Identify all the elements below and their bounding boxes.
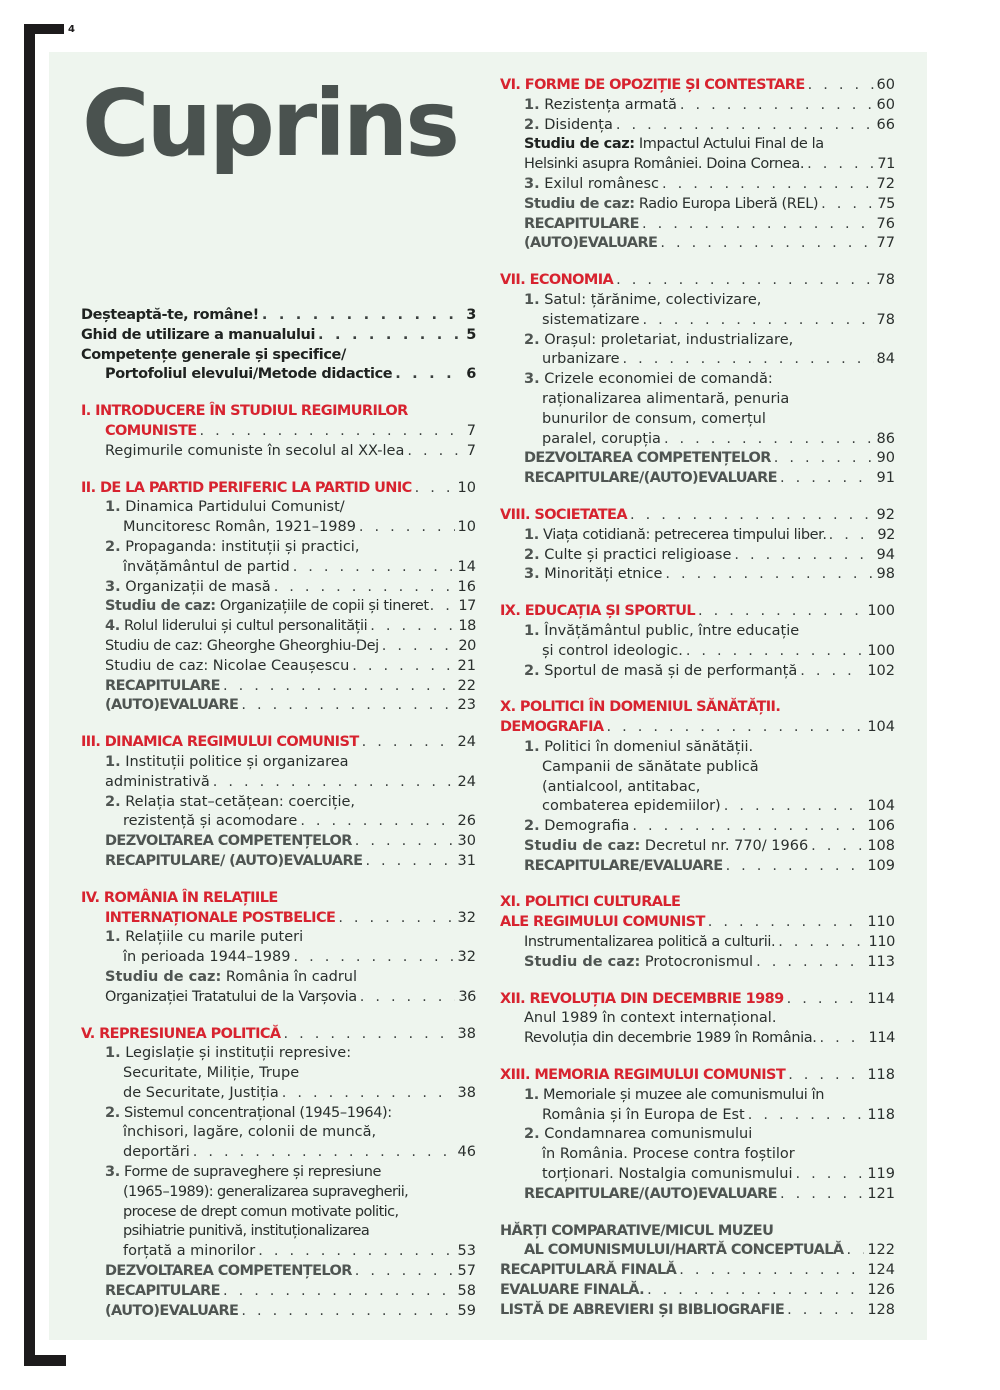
toc-entry-line: 1. Satul: țărănime, colectivizare, — [524, 291, 762, 308]
toc-entry-line: Competențe generale și specifice/ — [81, 346, 346, 363]
page-ref: 122 — [867, 1242, 895, 1259]
page-ref: 100 — [867, 603, 895, 620]
toc-entry-line: HĂRȚI COMPARATIVE/MICUL MUZEU — [500, 1222, 774, 1239]
page-ref: 108 — [867, 837, 895, 854]
page-ref: 10 — [457, 479, 476, 496]
leader-dots — [680, 96, 874, 116]
page-ref: 5 — [466, 326, 476, 343]
leader-dots — [241, 1302, 454, 1322]
toc-entry[interactable]: administrativă . . . 24 — [81, 773, 476, 793]
toc-entry-line: 1. Învățământul public, între educație — [524, 622, 800, 639]
leader-dots — [807, 155, 874, 175]
toc-entry[interactable]: (AUTO)EVALUARE . . . 59 — [81, 1302, 476, 1322]
leader-dots — [365, 852, 454, 872]
toc-entry[interactable]: rezistență și acomodare . . . 26 — [81, 812, 476, 832]
toc-entry-line: 2. Sistemul concentrațional (1945–1964): — [105, 1104, 392, 1121]
toc-entry[interactable]: RECAPITULARE/EVALUARE . . . 109 — [500, 857, 895, 877]
leader-dots — [643, 311, 874, 331]
leader-dots — [774, 449, 874, 469]
toc-entry[interactable]: urbanizare . . . 84 — [500, 350, 895, 370]
page-ref: 22 — [457, 677, 476, 694]
toc-entry[interactable]: RECAPITULARE . . . 58 — [81, 1282, 476, 1302]
toc-entry[interactable]: sistematizare . . . 78 — [500, 311, 895, 331]
toc-entry[interactable]: 2. Culte și practici religioase . . . 94 — [500, 546, 895, 566]
page-ref: 30 — [457, 833, 476, 850]
toc-entry[interactable]: EVALUARE FINALĂ. . . . 126 — [500, 1281, 895, 1301]
leader-dots — [778, 933, 865, 953]
toc-entry[interactable]: RECAPITULARE . . . 22 — [81, 677, 476, 697]
leader-dots — [382, 637, 456, 657]
page-ref: 14 — [457, 558, 476, 575]
toc-entry[interactable]: și control ideologic. . . . 100 — [500, 642, 895, 662]
chapter-title: I. INTRODUCERE ÎN STUDIUL REGIMURILOR — [81, 403, 408, 420]
page-ref: 36 — [458, 988, 476, 1005]
toc-entry[interactable]: 1. Viața cotidiană: petrecerea timpului liber. . . . 92 — [500, 526, 895, 546]
toc-entry-line: 2. Propaganda: instituții și practici, — [105, 538, 360, 555]
toc-entry-line: 2. Relația stat–cetățean: coerciție, — [105, 793, 356, 810]
page-bracket-vertical — [24, 24, 35, 1366]
toc-entry[interactable]: AL COMUNISMULUI/HARTĂ CONCEPTUALĂ . . . 122 — [500, 1241, 895, 1261]
page-ref: 119 — [867, 1166, 895, 1183]
leader-dots — [664, 430, 874, 450]
leader-dots — [665, 565, 873, 585]
toc-entry[interactable]: INTERNAȚIONALE POSTBELICE . . . 32 — [81, 909, 476, 929]
leader-dots — [780, 469, 874, 489]
page-ref: 18 — [458, 618, 476, 635]
leader-dots — [223, 677, 455, 697]
leader-dots — [846, 1241, 864, 1261]
leader-dots — [642, 215, 874, 235]
toc-entry[interactable]: torționari. Nostalgia comunismului . . . 119 — [500, 1165, 895, 1185]
chapter-title[interactable]: VIII. SOCIETATEA . . . 92 — [500, 506, 895, 526]
toc-entry[interactable]: România și în Europa de Est . . . 118 — [500, 1106, 895, 1126]
leader-dots — [787, 1301, 864, 1321]
toc-entry[interactable]: deportări . . . 46 — [81, 1143, 476, 1163]
toc-entry[interactable]: 3. Exilul românesc . . . 72 — [500, 175, 895, 195]
leader-dots — [213, 773, 455, 793]
toc-entry-line: raționalizarea alimentară, penuria — [542, 390, 790, 407]
toc-back-matter — [500, 1222, 895, 1321]
leader-dots — [262, 306, 463, 326]
toc-entry[interactable]: RECAPITULARE/(AUTO)EVALUARE . . . 91 — [500, 469, 895, 489]
leader-dots — [338, 909, 454, 929]
toc-entry-line: 2. Condamnarea comunismului — [524, 1126, 753, 1143]
toc-entry-line: Studiu de caz: România în cadrul — [105, 968, 358, 985]
toc-chapter-4 — [81, 889, 476, 1008]
toc-entry-line: procese de drept comun motivate politic, — [123, 1203, 399, 1220]
page-ref: 114 — [867, 990, 895, 1007]
page-ref: 128 — [867, 1301, 895, 1318]
chapter-title[interactable]: V. REPRESIUNEA POLITICĂ . . . 38 — [81, 1025, 476, 1045]
toc-entry[interactable]: Studiu de caz: Organizațiile de copii și tineret . . . 17 — [81, 597, 476, 617]
toc-chapter-1 — [81, 402, 476, 461]
page-ref: 16 — [457, 578, 476, 595]
page-ref: 126 — [867, 1282, 895, 1299]
toc-entry[interactable]: Muncitoresc Român, 1921–1989 . . . 10 — [81, 518, 476, 538]
leader-dots — [787, 990, 865, 1010]
page-ref: 72 — [876, 175, 895, 192]
leader-dots — [726, 857, 865, 877]
leader-dots — [360, 988, 456, 1008]
page-ref: 26 — [457, 813, 476, 830]
toc-entry[interactable]: Portofoliul elevului/Metode didactice . . . 6 — [81, 365, 476, 385]
page-bracket-bottom — [24, 1355, 66, 1366]
leader-dots — [662, 175, 874, 195]
toc-entry[interactable]: Ghid de utilizare a manualului . . . 5 — [81, 326, 476, 346]
toc-entry[interactable]: Regimurile comuniste în secolul al XX-lea . . . 7 — [81, 442, 476, 462]
leader-dots — [819, 1029, 865, 1049]
toc-entry[interactable]: Organizației Tratatului de la Varșovia . . . 36 — [81, 988, 476, 1008]
page-ref: 38 — [457, 1025, 476, 1042]
page-ref: 57 — [457, 1263, 476, 1280]
chapter-title[interactable]: II. DE LA PARTID PERIFERIC LA PARTID UNIC . . . 10 — [81, 479, 476, 499]
toc-chapter-5 — [81, 1025, 476, 1322]
chapter-title[interactable]: XIII. MEMORIA REGIMULUI COMUNIST . . . 118 — [500, 1066, 895, 1086]
page-ref: 32 — [457, 949, 476, 966]
leader-dots — [679, 1261, 864, 1281]
toc-entry-line: (antialcool, antitabac, — [542, 778, 701, 795]
page-title: Cuprins — [82, 70, 458, 177]
leader-dots — [795, 1165, 864, 1185]
toc-entry-line: 3. Crizele economiei de comandă: — [524, 371, 773, 388]
toc-entry[interactable]: învățământul de partid . . . 14 — [81, 558, 476, 578]
toc-chapter-11 — [500, 893, 895, 972]
leader-dots — [698, 602, 864, 622]
toc-entry[interactable]: 3. Minorități etnice . . . 98 — [500, 565, 895, 585]
page-ref: 77 — [876, 235, 895, 252]
toc-entry[interactable]: RECAPITULARE/(AUTO)EVALUARE . . . 121 — [500, 1185, 895, 1205]
chapter-title[interactable]: VII. ECONOMIA . . . 78 — [500, 271, 895, 291]
toc-entry-line: Anul 1989 în context internațional. — [524, 1010, 777, 1027]
page-ref: 78 — [876, 272, 895, 289]
toc-entry-line: închisori, lagăre, colonii de muncă, — [123, 1124, 377, 1141]
toc-entry[interactable]: Instrumentalizarea politică a culturii. . . . 110 — [500, 933, 895, 953]
toc-entry[interactable]: RECAPITULARE/ (AUTO)EVALUARE . . . 31 — [81, 852, 476, 872]
page-ref: 60 — [876, 77, 895, 93]
toc-entry[interactable]: DEZVOLTAREA COMPETENȚELOR . . . 57 — [81, 1262, 476, 1282]
page-number: 4 — [68, 24, 75, 35]
toc-chapter-6 — [500, 76, 895, 254]
leader-dots — [352, 657, 454, 677]
toc-entry-line: 1. Dinamica Partidului Comunist/ — [105, 499, 345, 516]
toc-entry[interactable]: în perioada 1944–1989 . . . 32 — [81, 948, 476, 968]
leader-dots — [623, 350, 874, 370]
toc-entry[interactable]: Studiu de caz: Gheorghe Gheorghiu-Dej . . . 20 — [81, 637, 476, 657]
leader-dots — [200, 422, 464, 442]
toc-entry[interactable]: 1. Rezistența armată . . . 60 — [500, 96, 895, 116]
toc-entry[interactable]: forțată a minorilor . . . 53 — [81, 1242, 476, 1262]
toc-entry[interactable]: LISTĂ DE ABREVIERI ȘI BIBLIOGRAFIE . . . 128 — [500, 1301, 895, 1321]
leader-dots — [708, 913, 865, 933]
page-ref: 110 — [867, 914, 895, 931]
page-ref: 84 — [876, 351, 895, 368]
page-ref: 75 — [877, 195, 895, 212]
page-ref: 104 — [867, 719, 895, 736]
page-ref: 100 — [867, 642, 895, 659]
toc-entry[interactable]: de Securitate, Justiția . . . 38 — [81, 1084, 476, 1104]
leader-dots — [415, 479, 455, 499]
leader-dots — [800, 662, 864, 682]
page-ref: 6 — [466, 366, 476, 383]
leader-dots — [607, 718, 865, 738]
page-ref: 106 — [867, 818, 895, 835]
page-ref: 94 — [876, 546, 895, 563]
toc-entry[interactable]: 2. Disidența . . . 66 — [500, 116, 895, 136]
toc-entry[interactable]: 2. Demografia . . . 106 — [500, 817, 895, 837]
page-ref: 59 — [457, 1302, 476, 1319]
toc-entry-line: 1. Relațiile cu marile puteri — [105, 929, 304, 946]
leader-dots — [829, 526, 876, 546]
page-ref: 92 — [877, 526, 895, 543]
toc-entry[interactable]: 3. Organizații de masă . . . 16 — [81, 578, 476, 598]
toc-entry-line: 1. Instituții politice și organizarea — [105, 753, 349, 770]
toc-entry[interactable]: DEZVOLTAREA COMPETENȚELOR . . . 30 — [81, 832, 476, 852]
toc-right-column — [500, 76, 895, 1338]
leader-dots — [284, 1025, 455, 1045]
toc-entry-line: 1. Politici în domeniul sănătății. — [524, 738, 754, 755]
toc-entry-line: 1. Memoriale și muzee ale comunismului în — [524, 1086, 825, 1103]
leader-dots — [395, 365, 463, 385]
page-ref: 21 — [457, 657, 476, 674]
page-ref: 31 — [457, 852, 476, 869]
toc-entry[interactable]: (AUTO)EVALUARE . . . 77 — [500, 234, 895, 254]
page-ref: 102 — [867, 662, 895, 679]
page-ref: 113 — [867, 953, 895, 970]
leader-dots — [788, 1066, 864, 1086]
toc-entry-line: bunurilor de consum, comerțul — [542, 410, 766, 427]
page-ref: 24 — [457, 734, 476, 751]
leader-dots — [821, 195, 874, 215]
toc-entry[interactable]: Studiu de caz: Decretul nr. 770/ 1966 . . . 108 — [500, 837, 895, 857]
toc-entry[interactable]: RECAPITULARE . . . 76 — [500, 215, 895, 235]
toc-entry-line: 1. Legislație și instituții represive: — [105, 1045, 352, 1062]
page-ref: 3 — [466, 307, 476, 323]
leader-dots — [407, 442, 463, 462]
page-ref: 58 — [457, 1282, 476, 1299]
chapter-title[interactable]: III. DINAMICA REGIMULUI COMUNIST . . . 24 — [81, 733, 476, 753]
page-ref: 17 — [458, 598, 476, 615]
page-ref: 71 — [877, 156, 895, 173]
toc-entry[interactable]: Helsinki asupra României. Doina Cornea. . . . 71 — [500, 155, 895, 175]
leader-dots — [616, 116, 874, 136]
leader-dots — [734, 546, 873, 566]
page-bracket-top — [24, 24, 64, 34]
leader-dots — [318, 326, 463, 346]
leader-dots — [370, 617, 455, 637]
leader-dots — [808, 76, 874, 96]
leader-dots — [748, 1106, 865, 1126]
page-ref: 10 — [457, 519, 476, 536]
toc-entry-line: psihiatrie punitivă, instituționalizarea — [123, 1223, 370, 1240]
chapter-title: X. POLITICI ÎN DOMENIUL SĂNĂTĂȚII. — [500, 699, 781, 716]
leader-dots — [274, 578, 455, 598]
leader-dots — [355, 832, 455, 852]
page-ref: 24 — [457, 773, 476, 790]
leader-dots — [647, 1281, 864, 1301]
toc-chapter-9 — [500, 602, 895, 681]
toc-entry[interactable]: Studiu de caz: Radio Europa Liberă (REL) . . . 75 — [500, 195, 895, 215]
page-ref: 60 — [876, 96, 895, 113]
page-ref: 124 — [867, 1262, 895, 1279]
leader-dots — [300, 812, 454, 832]
leader-dots — [362, 733, 455, 753]
page-ref: 53 — [457, 1243, 476, 1260]
page-ref: 46 — [457, 1144, 476, 1161]
toc-front-matter — [81, 306, 476, 385]
leader-dots — [193, 1143, 455, 1163]
page-ref: 86 — [876, 430, 895, 447]
page-ref: 110 — [868, 934, 895, 951]
page-ref: 38 — [457, 1084, 476, 1101]
chapter-title[interactable]: IX. EDUCAȚIA ȘI SPORTUL . . . 100 — [500, 602, 895, 622]
page-ref: 32 — [457, 909, 476, 926]
page-ref: 7 — [466, 442, 476, 459]
page-ref: 104 — [867, 798, 895, 815]
toc-entry[interactable]: COMUNISTE . . . 7 — [81, 422, 476, 442]
page-ref: 98 — [876, 566, 895, 583]
leader-dots — [223, 1282, 455, 1302]
leader-dots — [780, 1185, 864, 1205]
leader-dots — [756, 953, 864, 973]
leader-dots — [293, 948, 454, 968]
page-ref: 66 — [876, 116, 895, 133]
leader-dots — [630, 506, 874, 526]
chapter-title[interactable]: VI. FORME DE OPOZIȚIE ȘI CONTESTARE . . . 60 — [500, 76, 895, 96]
leader-dots — [660, 234, 873, 254]
toc-entry[interactable]: Studiu de caz: Protocronismul . . . 113 — [500, 953, 895, 973]
leader-dots — [724, 797, 865, 817]
page-ref: 109 — [867, 857, 895, 874]
toc-entry[interactable]: paralel, corupția . . . 86 — [500, 430, 895, 450]
toc-entry[interactable]: combaterea epidemiilor) . . . 104 — [500, 797, 895, 817]
leader-dots — [430, 597, 458, 617]
toc-entry[interactable]: RECAPITULARĂ FINALĂ . . . 124 — [500, 1261, 895, 1281]
toc-chapter-10 — [500, 698, 895, 876]
toc-entry-line: Campanii de sănătate publică — [542, 758, 759, 775]
page-ref: 91 — [876, 470, 895, 487]
toc-entry[interactable]: Deșteaptă-te, române! . . . 3 — [81, 306, 476, 326]
page-ref: 23 — [457, 697, 476, 714]
toc-entry[interactable]: ALE REGIMULUI COMUNIST . . . 110 — [500, 913, 895, 933]
page-ref: 92 — [876, 506, 895, 523]
leader-dots — [359, 518, 455, 538]
chapter-title: XI. POLITICI CULTURALE — [500, 894, 681, 911]
toc-chapter-8 — [500, 506, 895, 585]
page-ref: 121 — [867, 1185, 895, 1202]
toc-entry-line: Studiu de caz: Impactul Actului Final de la — [524, 136, 824, 153]
leader-dots — [616, 271, 873, 291]
page-ref: 114 — [868, 1030, 895, 1047]
page-ref: 76 — [876, 215, 895, 232]
chapter-title: IV. ROMÂNIA ÎN RELAȚIILE — [81, 889, 278, 906]
toc-entry[interactable]: (AUTO)EVALUARE . . . 23 — [81, 696, 476, 716]
chapter-title[interactable]: XII. REVOLUȚIA DIN DECEMBRIE 1989 . . . 114 — [500, 990, 895, 1010]
toc-chapter-2 — [81, 479, 476, 717]
toc-entry[interactable]: DEZVOLTAREA COMPETENȚELOR . . . 90 — [500, 449, 895, 469]
page-ref: 118 — [867, 1106, 895, 1123]
toc-entry-line: 3. Forme de supraveghere și represiune — [105, 1164, 382, 1181]
toc-left-column — [81, 306, 476, 1338]
page-ref: 7 — [466, 422, 476, 439]
toc-chapter-7 — [500, 271, 895, 489]
leader-dots — [686, 642, 865, 662]
toc-entry[interactable]: DEMOGRAFIA . . . 104 — [500, 718, 895, 738]
page-ref: 78 — [876, 311, 895, 328]
leader-dots — [282, 1084, 455, 1104]
toc-entry[interactable]: Studiu de caz: Nicolae Ceaușescu . . . 21 — [81, 657, 476, 677]
toc-chapter-3 — [81, 733, 476, 872]
toc-entry[interactable]: Revoluția din decembrie 1989 în România. . . . 114 — [500, 1029, 895, 1049]
page-ref: 20 — [458, 637, 476, 654]
toc-entry-line: Securitate, Miliție, Trupe — [123, 1065, 300, 1082]
toc-chapter-13 — [500, 1066, 895, 1205]
leader-dots — [811, 837, 864, 857]
leader-dots — [241, 696, 454, 716]
toc-entry[interactable]: 4. Rolul liderului și cultul personalității . . . 18 — [81, 617, 476, 637]
toc-chapter-12 — [500, 990, 895, 1049]
toc-entry-line: (1965–1989): generalizarea supravegherii, — [123, 1183, 409, 1200]
toc-entry-line: 2. Orașul: proletariat, industrializare, — [524, 331, 794, 348]
leader-dots — [355, 1262, 455, 1282]
page-ref: 118 — [867, 1067, 895, 1084]
page-ref: 90 — [876, 450, 895, 467]
toc-entry-line: în România. Procese contra foștilor — [542, 1146, 795, 1163]
toc-entry[interactable]: 2. Sportul de masă și de performanță . . . 102 — [500, 662, 895, 682]
leader-dots — [293, 558, 455, 578]
leader-dots — [632, 817, 864, 837]
leader-dots — [258, 1242, 454, 1262]
